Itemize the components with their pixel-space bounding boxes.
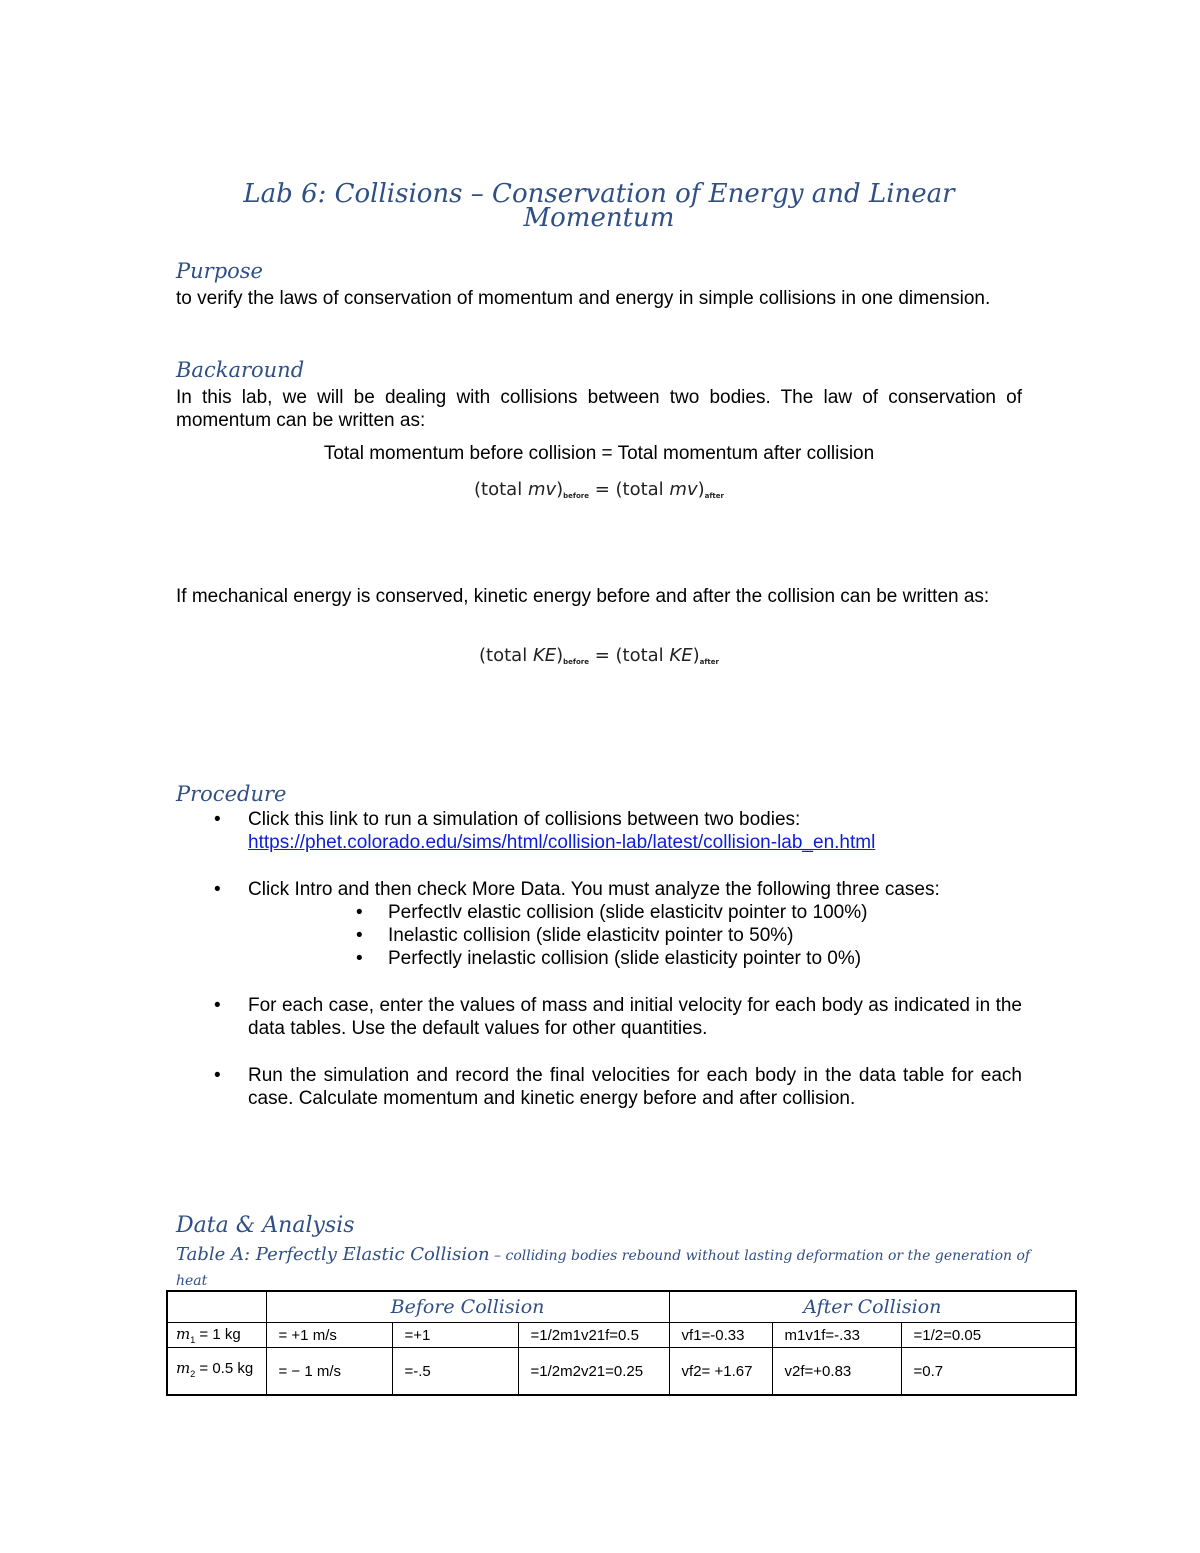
case-item: • Inelastic collision (slide elasticitv pointer to 50%) [248, 924, 1022, 947]
energy-text: If mechanical energy is conserved, kinetic energy before and after the collision can be written as: [176, 586, 990, 607]
momentum-equation: (total $mv)_{before}$ = (total $mv)_{after}$ [474, 479, 724, 500]
purpose-heading: Purpose [176, 259, 263, 283]
final-velocity-cell: vf2= +1.67 [669, 1348, 772, 1396]
data-table [166, 1290, 1077, 1396]
final-momentum-cell: m1v1f=-.33 [772, 1323, 901, 1348]
header-empty-cell [167, 1291, 266, 1323]
page-title: Lab 6: Collisions – Conservation of Energy and Linear Momentum [243, 179, 955, 233]
final-velocity-cell: vf1=-0.33 [669, 1323, 772, 1348]
initial-velocity-cell: = − 1 m/s [266, 1348, 392, 1396]
case-item: • Perfectlv elastic collision (slide elasticitv pointer to 100%) [248, 901, 1022, 924]
procedure-step: • Run the simulation and record the final velocities for each body in the data table for each case. Calculate momentum and kinetic energy before and after collision. [176, 1064, 1022, 1110]
momentum-statement: Total momentum before collision = Total momentum after collision [323, 443, 875, 464]
initial-momentum-cell: =-.5 [392, 1348, 518, 1396]
background-heading: Backaround [176, 358, 305, 382]
table-header-row [167, 1291, 1076, 1323]
before-collision-header: Before Collision [266, 1291, 669, 1323]
table-row [167, 1348, 1076, 1396]
purpose-text: to verify the laws of conservation of momentum and energy in simple collisions in one dimension. [176, 288, 991, 309]
cases-list [248, 901, 1022, 970]
initial-momentum-cell: =+1 [392, 1323, 518, 1348]
table-caption: Table A: Perfectly Elastic Collision – colliding bodies rebound without lasting deformation or the generation of heat [176, 1244, 1031, 1289]
procedure-step: • Click this link to run a simulation of collisions between two bodies: https://phet.colorado.edu/sims/html/collision-lab/latest/collision-lab_en.html [176, 808, 1022, 854]
initial-ke-cell: =1/2m2v21=0.25 [518, 1348, 669, 1396]
final-momentum-cell: v2f=+0.83 [772, 1348, 901, 1396]
procedure-step: • For each case, enter the values of mass and initial velocity for each body as indicated in the data tables. Use the default values for other quantities. [176, 994, 1022, 1040]
procedure-list [176, 808, 1022, 1110]
mass-cell: $m_1 = 1$ kg [167, 1323, 266, 1348]
data-analysis-heading: Data & Analysis [176, 1213, 355, 1238]
final-ke-cell: =0.7 [901, 1348, 1076, 1396]
table-row [167, 1323, 1076, 1348]
procedure-heading: Procedure [176, 782, 287, 806]
final-ke-cell: =1/2=0.05 [901, 1323, 1076, 1348]
background-text: In this lab, we will be dealing with collisions between two bodies. The law of conservation of momentum can be written as: [176, 387, 1022, 431]
procedure-step: • Click Intro and then check More Data. You must analyze the following three cases: • Perfectlv elastic collision (slide elasticitv pointer to 100%) • Inelastic collision (slide elasticitv pointer to 50%) • Perfectly inelastic collision (slide elasticity pointer to 0%) [176, 878, 1022, 970]
after-collision-header: After Collision [669, 1291, 1076, 1323]
mass-cell: $m_2 = 0.5$ kg [167, 1348, 266, 1396]
initial-ke-cell: =1/2m1v21f=0.5 [518, 1323, 669, 1348]
case-item: • Perfectly inelastic collision (slide elasticity pointer to 0%) [248, 947, 1022, 970]
simulation-link[interactable]: https://phet.colorado.edu/sims/html/collision-lab/latest/collision-lab_en.html [248, 832, 876, 853]
energy-equation: (total $KE)_{before}$ = (total $KE)_{after}$ [479, 645, 719, 666]
initial-velocity-cell: = +1 m/s [266, 1323, 392, 1348]
